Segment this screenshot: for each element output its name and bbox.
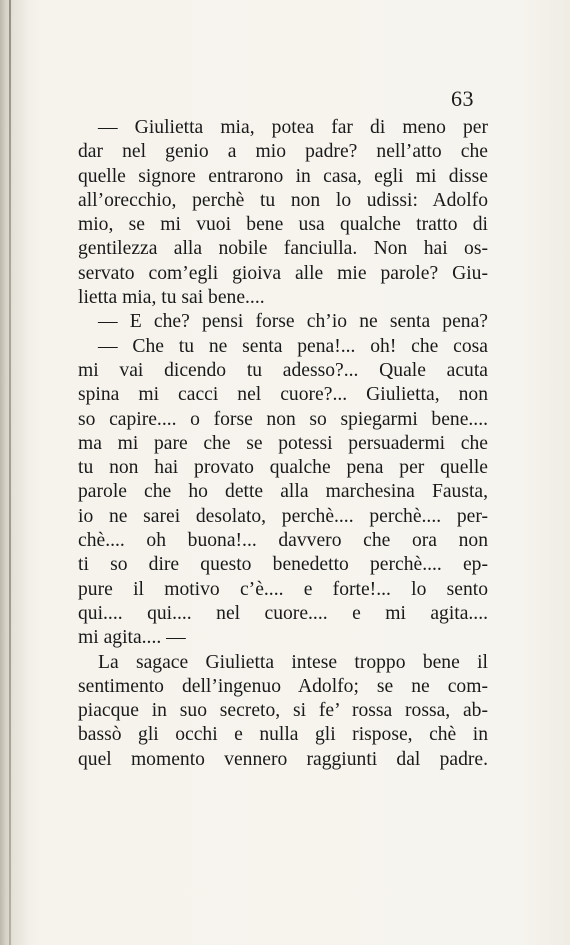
text-line: sentimento dell’ingenuo Adolfo; se ne com- — [78, 675, 488, 697]
text-line: quel momento vennero raggiunti dal padre. — [78, 748, 488, 770]
text-line: spina mi cacci nel cuore?... Giulietta, non — [78, 384, 488, 406]
text-line: servato com’egli gioiva alle mie parole? Giu- — [78, 262, 488, 284]
text-line: mi agita.... — — [78, 627, 186, 649]
text-line: — E che? pensi forse ch’io ne senta pena? — [98, 311, 488, 333]
text-line: chè.... oh buona!... davvero che ora non — [78, 530, 488, 552]
text-line: all’orecchio, perchè tu non lo udissi: Adolfo — [78, 189, 488, 211]
text-line: so capire.... o forse non so spiegarmi bene.... — [78, 408, 488, 430]
text-line: ti so dire questo benedetto perchè.... ep- — [78, 554, 488, 576]
page-number: 63 — [451, 86, 474, 111]
text-line: lietta mia, tu sai bene.... — [78, 287, 265, 309]
text-line: tu non hai provato qualche pena per quelle — [78, 457, 488, 479]
page-binding-edge — [9, 0, 11, 945]
body-text — [78, 116, 488, 772]
text-line: pure il motivo c’è.... e forte!... lo sento — [78, 578, 488, 600]
text-line: io ne sarei desolato, perchè.... perchè.... per- — [78, 505, 488, 527]
text-line: dar nel genio a mio padre? nell’atto che — [78, 141, 488, 163]
text-line: La sagace Giulietta intese troppo bene il — [98, 651, 488, 673]
text-line: mio, se mi vuoi bene usa qualche tratto di — [78, 214, 488, 236]
text-line: mi vai dicendo tu adesso?... Quale acuta — [78, 359, 488, 381]
text-line: quelle signore entrarono in casa, egli mi disse — [78, 165, 488, 187]
text-line: qui.... qui.... nel cuore.... e mi agita.... — [78, 602, 488, 624]
text-line: — Giulietta mia, potea far di meno per — [98, 117, 488, 138]
text-line: parole che ho dette alla marchesina Fausta, — [78, 481, 488, 503]
text-line: ma mi pare che se potessi persuadermi che — [78, 432, 488, 454]
text-line: — Che tu ne senta pena!... oh! che cosa — [98, 335, 488, 357]
text-line: bassò gli occhi e nulla gli rispose, chè in — [78, 724, 488, 746]
page-gutter-shadow — [0, 0, 28, 945]
text-line: gentilezza alla nobile fanciulla. Non hai os- — [78, 238, 488, 260]
text-line: piacque in suo secreto, si fe’ rossa rossa, ab- — [78, 700, 488, 722]
